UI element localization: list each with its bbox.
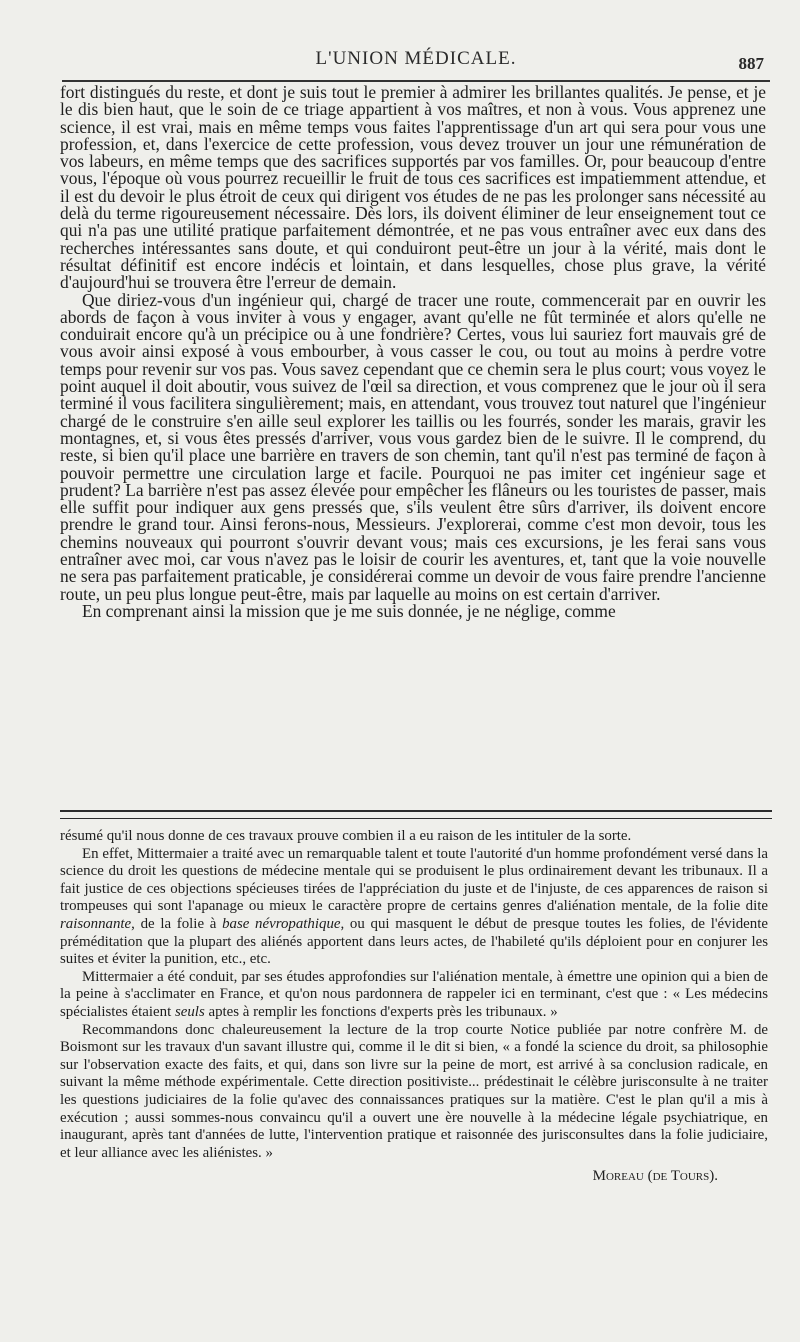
running-title: L'UNION MÉDICALE. (315, 48, 517, 69)
footnote-text-run: Mittermaier a été conduit, par ses études approfondies sur l'aliénation mentale, à émettre une opinion qui a bien de la peine à s'acclimater en France, et qu'on nous pardonnera de rappeler ici en terminant, c'est que : « Les médecins spécialistes étaient (60, 968, 768, 1020)
footnote-text-run: , ou qui masquent le début de presque toutes les folies, de l'évidente préméditation que la plupart des aliénés apportent dans leurs actes, de l'habileté qu'ils déploient pour en conjurer les suites et éviter la punition, etc., etc. (60, 915, 768, 968)
main-paragraph: fort distingués du reste, et dont je suis tout le premier à admirer les brillantes qualités. Je pense, et je le dis bien haut, que le soin de ce triage appartient à vos maîtres, et non à vous. Vous apprenez une science, il est vrai, mais en même temps vous faites l'apprentissage d'un art qui sera pour vous une profession, et, dans l'exercice de cette profession, vous devez trouver un jour une rémunération de vos labeurs, en même temps que des sacrifices supportés par vos familles. Or, pour beaucoup d'entre vous, l'époque où vous pourrez recueillir le fruit de tous ces sacrifices est impatiemment attendue, et il est du devoir le plus étroit de ceux qui dirigent vos études de ne pas les prolonger sans nécessité au delà du terme rigoureusement nécessaire. Dès lors, ils doivent éliminer de leur enseignement tout ce qui n'a pas une utilité pratique parfaitement démontrée, et ne pas vous entraîner avec eux dans des recherches intéressantes sans doute, et qui conduiront peut-être un jour à la vérité, mais dont le résultat définitif est encore indécis et lointain, et dans lesquelles, chose plus grave, la vérité d'aujourd'hui se trouvera être l'erreur de demain. (60, 82, 766, 293)
footnote-paragraph: résumé qu'il nous donne de ces travaux prouve combien il a eu raison de les intituler de la sorte. (60, 828, 632, 844)
main-text (60, 84, 766, 620)
footnote-text-run: En effet, Mittermaier a traité avec un remarquable talent et toute l'autorité d'un homme profondément versé dans la science du droit les questions de médecine mentale qui se produisent le plus ordinairement devant les tribunaux. Il a fait justice de ces objections spécieuses tirées de l'appréciation du juste et de l'injuste, de ces apparences de raison si trompeuses qui sont l'apanage ou mieux le caractère propre de certains genres d'aliénation mentale, de la folie dite (60, 845, 768, 915)
footnote-paragraph (60, 969, 768, 1022)
author-signature: Moreau (de Tours). (592, 1168, 718, 1185)
footnote-italic-run: raisonnante (60, 915, 132, 932)
footnote-paragraph: Recommandons donc chaleureusement la lecture de la trop courte Notice publiée par notre confrère M. de Boismont sur les travaux d'un savant illustre qui, comme il le dit si bien, « a fondé la science du droit, sa philosophie sur l'observation exacte des faits, et qui, dans son livre sur la peine de mort, est arrivé à sa conclusion radicale, en suivant la même méthode expérimentale. Cette direction positiviste... prédestinait le célèbre jurisconsulte à ne traiter les questions judiciaires de la folie qu'avec des connaissances pratiques sur la matière. C'est le plan qu'il a mis à exécution ; aussi sommes-nous convaincu qu'il a ouvert une ère nouvelle à la médecine légale psychiatrique, en inaugurant, après tant d'années de lutte, l'intervention pratique et raisonnée des jurisconsultes dans la folie judiciaire, et leur alliance avec les aliénistes. » (60, 1021, 768, 1161)
footnote-section (60, 828, 768, 1186)
footnote-paragraph (60, 846, 768, 969)
footnote-text-run: , de la folie à (131, 915, 223, 932)
footnote-separator (60, 810, 772, 819)
main-paragraph: En comprenant ainsi la mission que je me suis donnée, je ne néglige, comme (82, 600, 616, 621)
page-number: 887 (738, 54, 764, 73)
page-header (62, 44, 770, 78)
main-paragraph: Que diriez-vous d'un ingénieur qui, chargé de tracer une route, commencerait par en ouvrir les abords de façon à vous inviter à vous y engager, avant qu'elle ne fût terminée et alors qu'elle ne conduirait encore qu'à un précipice ou à une fondrière? Certes, vous lui sauriez fort mauvais gré de vous avoir ainsi exposé à vous embourber, à vous casser le cou, ou tout au moins à perdre votre temps pour revenir sur vos pas. Vous savez cependant que ce chemin sera le plus court; vous voyez le point auquel il doit aboutir, vous suivez de l'œil sa direction, et vous comprenez que le jour où il sera terminé il vous facilitera singulièrement; mais, en attendant, vous trouvez tout naturel que l'ingénieur chargé de le construire s'en aille seul explorer les taillis ou les fourrés, sonder les marais, gravir les montagnes, et, si vous êtes pressés d'arriver, vous vous gardez bien de le suivre. Il le comprend, du reste, si bien qu'il place une barrière en travers de son chemin, tant qu'il n'est pas terminé de façon à pouvoir permettre une circulation large et facile. Pourquoi ne pas imiter cet ingénieur sage et prudent? La barrière n'est pas assez élevée pour empêcher les flâneurs ou les touristes de passer, mais elle suffit pour indiquer aux gens pressés que, s'ils veulent être sûrs d'arriver, ils doivent encore prendre le grand tour. Ainsi ferons-nous, Messieurs. J'explorerai, comme c'est mon devoir, tous les chemins nouveaux qui pourront s'ouvrir devant vous; mais ces excursions, je les ferai sans vous entraîner avec moi, car vous n'avez pas le loisir de courir les aventures, et, tant que la voie nouvelle ne sera pas parfaitement praticable, je considérerai comme un devoir de vous faire prendre l'ancienne route, un peu plus longue peut-être, mais par laquelle au moins on est certain d'arriver. (60, 289, 766, 604)
footnote-italic-run: base névropathique (222, 915, 341, 932)
footnote-italic-run: seuls (174, 1003, 205, 1020)
footnote-text-run: aptes à remplir les fonctions d'experts près les tribunaux. » (204, 1003, 558, 1020)
